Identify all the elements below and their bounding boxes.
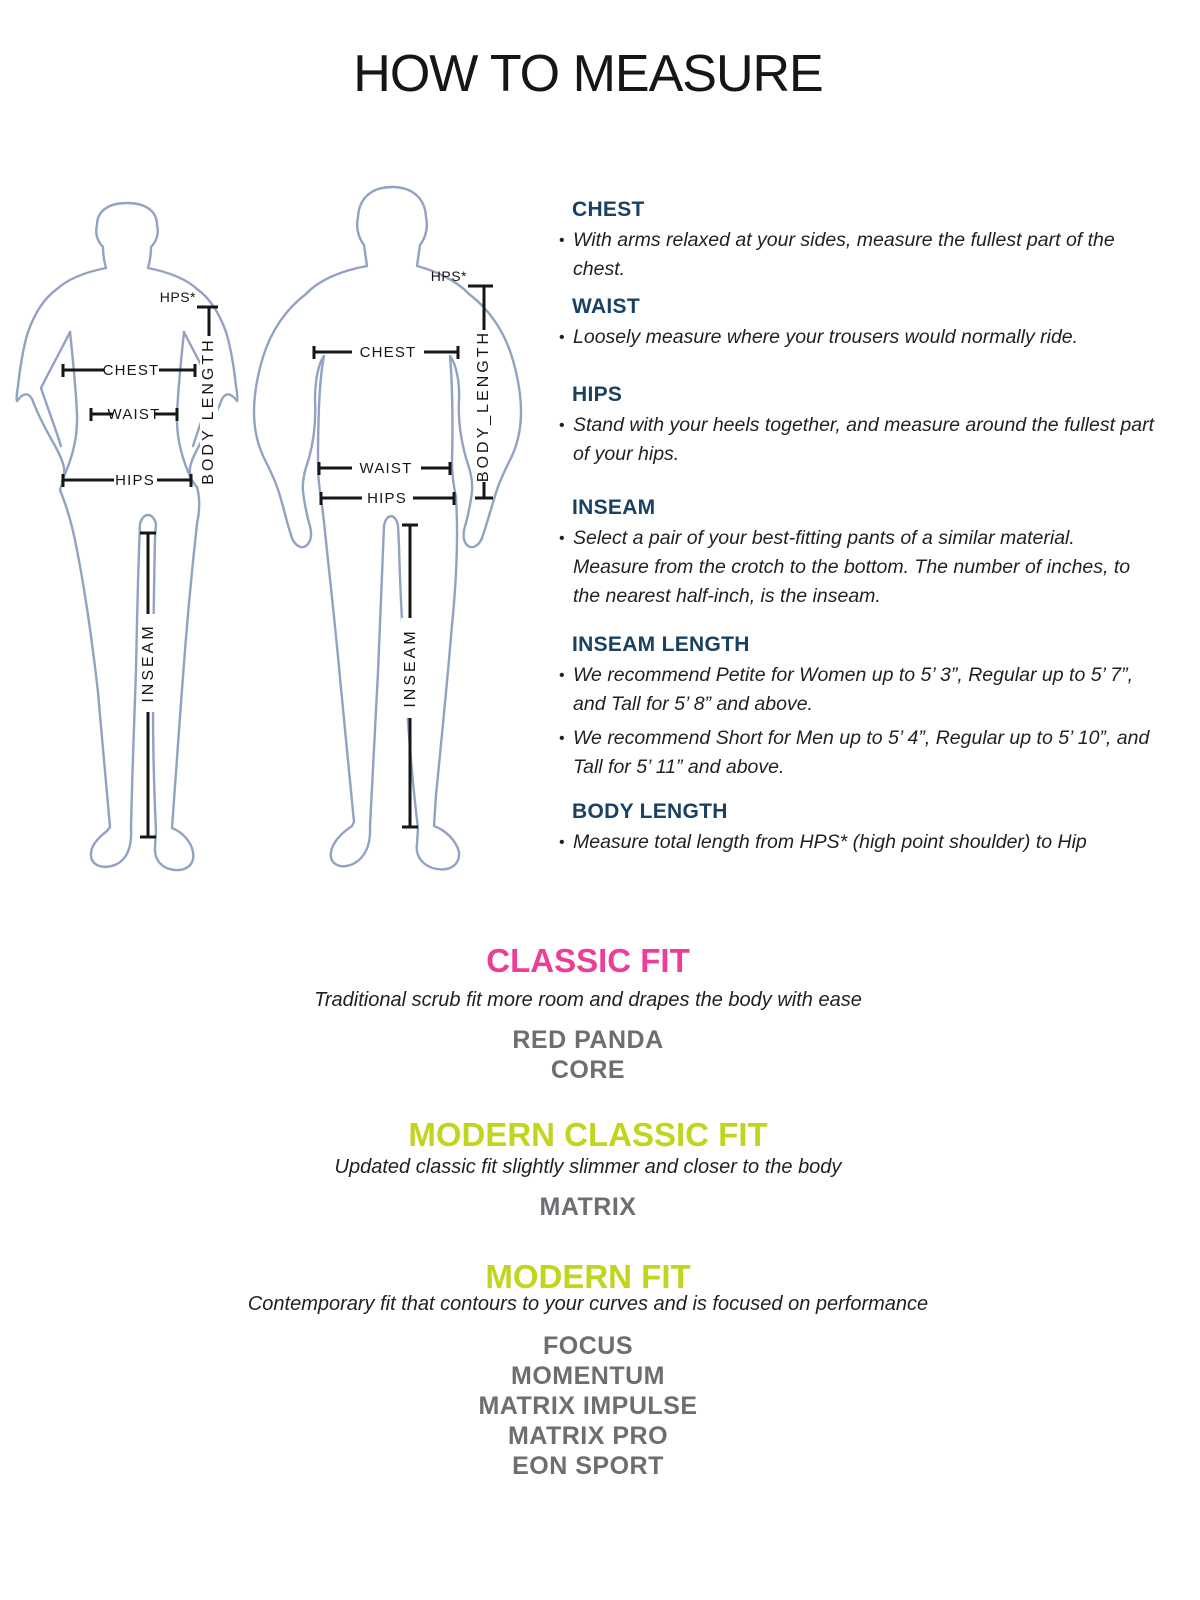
section-inseam (557, 496, 1155, 611)
section-bullet: • Loosely measure where your trousers would normally ride. (557, 323, 1155, 352)
modern-fit-line: MATRIX PRO (507, 1422, 669, 1450)
modern-fit-line: FOCUS (543, 1332, 633, 1360)
male-inseam-label: INSEAM (402, 628, 419, 708)
section-heading: INSEAM (572, 496, 656, 519)
male-measurements (313, 268, 493, 827)
modern-fit-description: Contemporary fit that contours to your curves and is focused on performance (247, 1293, 929, 1315)
modern-classic-fit-description: Updated classic fit slightly slimmer and closer to the body (334, 1156, 842, 1178)
male-inseam-measure (401, 525, 419, 827)
female-chest-label: CHEST (102, 362, 160, 379)
female-figure (17, 203, 238, 870)
modern-fit-line: MATRIX IMPULSE (478, 1392, 698, 1420)
section-body-length (557, 800, 1155, 857)
section-heading: CHEST (572, 198, 645, 221)
section-inseam-length (557, 633, 1155, 782)
section-bullet: • Stand with your heels together, and measure around the fullest part of your hips. (557, 411, 1155, 469)
section-heading: BODY LENGTH (572, 800, 728, 823)
female-body-outline (17, 203, 238, 870)
female-waist-label: WAIST (107, 406, 161, 423)
classic-fit-heading: CLASSIC FIT (486, 942, 690, 979)
modern-classic-fit-heading: MODERN CLASSIC FIT (408, 1116, 768, 1153)
section-chest (557, 198, 1155, 284)
classic-fit-description: Traditional scrub fit more room and drapes the body with ease (314, 989, 862, 1011)
section-bullet: • With arms relaxed at your sides, measure the fullest part of the chest. (557, 226, 1155, 284)
male-body-length-label: BODY_LENGTH (475, 329, 492, 483)
male-hips-measure (320, 490, 455, 507)
male-hps-label: HPS* (430, 268, 467, 284)
section-waist (557, 295, 1155, 352)
female-body-length-label: BODY LENGTH (200, 337, 217, 485)
male-body-length-measure (431, 268, 493, 498)
female-body-length-measure (160, 289, 218, 486)
male-waist-label: WAIST (359, 460, 413, 477)
modern-fit-line: EON SPORT (512, 1452, 664, 1480)
female-hips-label: HIPS (115, 472, 155, 489)
male-figure (254, 187, 521, 869)
male-chest-label: CHEST (359, 344, 417, 361)
page-title: HOW TO MEASURE (353, 45, 823, 103)
section-heading: HIPS (572, 383, 623, 406)
section-bullet: • We recommend Short for Men up to 5’ 4”, Regular up to 5’ 10”, and Tall for 5’ 11” and above. (557, 724, 1155, 782)
female-measurements (62, 289, 218, 837)
female-right-torso-edge (177, 332, 192, 481)
female-inseam-label: INSEAM (140, 623, 157, 703)
section-bullet: • Select a pair of your best-fitting pants of a similar material. Measure from the crotch to the bottom. The number of inches, to the nearest half-inch, is the inseam. (557, 524, 1155, 611)
male-chest-measure (313, 344, 459, 361)
female-left-torso-edge (62, 332, 77, 481)
male-waist-measure (318, 460, 451, 477)
classic-fit-line: CORE (550, 1056, 626, 1084)
female-chest-measure (62, 362, 196, 379)
modern-fit-heading: MODERN FIT (485, 1258, 691, 1295)
section-heading: INSEAM LENGTH (572, 633, 750, 656)
section-heading: WAIST (572, 295, 640, 318)
modern-fit-line: MOMENTUM (511, 1362, 665, 1390)
female-waist-measure (90, 406, 178, 423)
section-bullet: • We recommend Petite for Women up to 5’ 3”, Regular up to 5’ 7”, and Tall for 5’ 8” and above. (557, 661, 1155, 719)
measurement-diagram (0, 160, 560, 880)
female-hps-label: HPS* (159, 289, 196, 305)
female-hips-measure (62, 472, 192, 489)
classic-fit-line: RED PANDA (512, 1026, 664, 1054)
male-body-outline (254, 187, 521, 869)
modern-classic-fit-line: MATRIX (539, 1193, 637, 1221)
section-hips (557, 383, 1155, 469)
male-hips-label: HIPS (367, 490, 407, 507)
section-bullet: • Measure total length from HPS* (high point shoulder) to Hip (557, 828, 1155, 857)
